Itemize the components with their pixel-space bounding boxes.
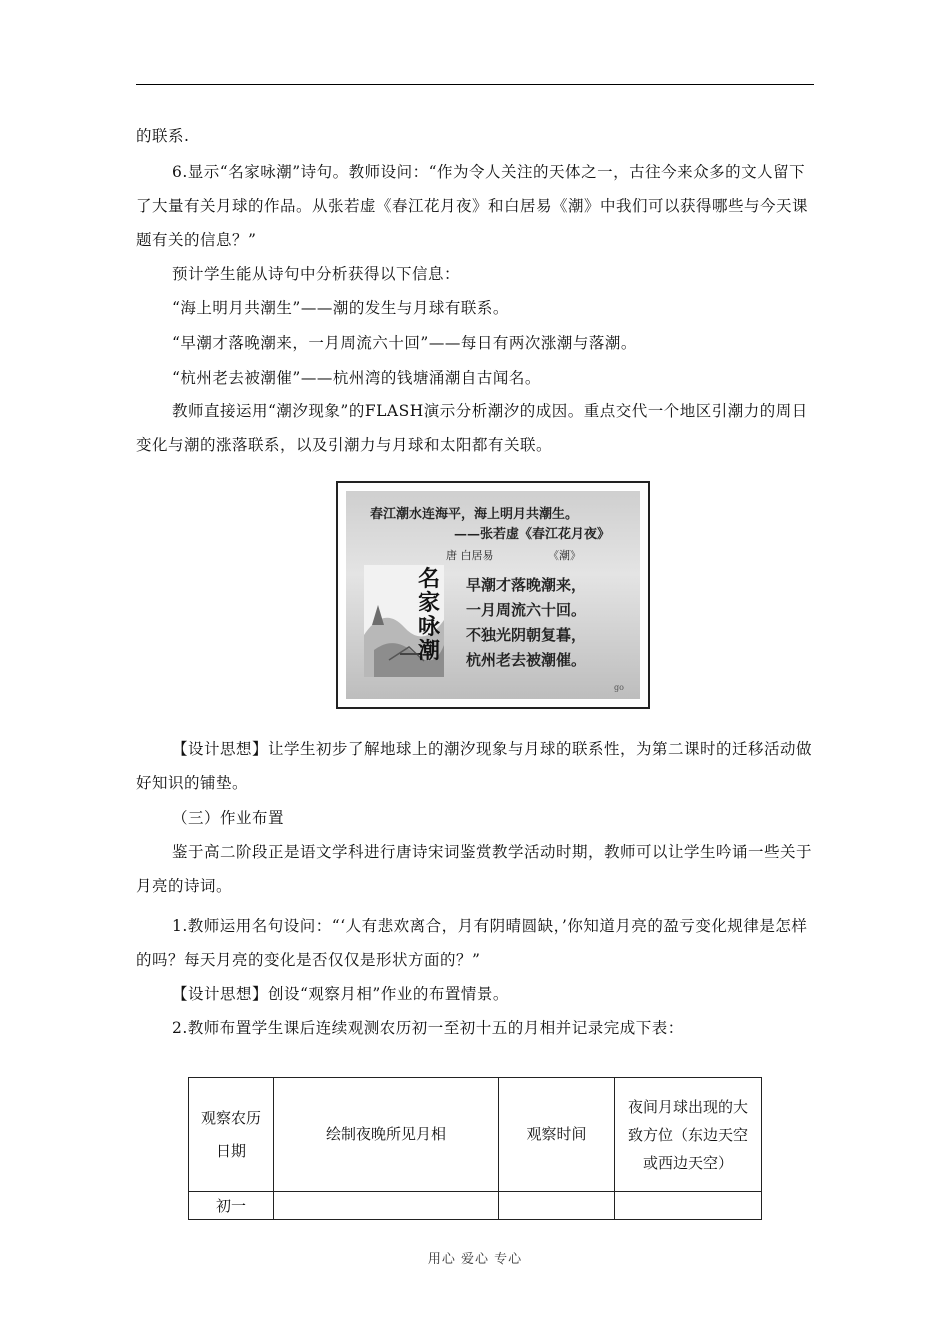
- section-homework: （三）作业布置: [172, 809, 285, 827]
- table-header-cell: 夜间月球出现的大致方位（东边天空或西边天空）: [615, 1078, 762, 1192]
- table-cell[interactable]: [499, 1192, 615, 1220]
- poem-line: 早潮才落晚潮来，: [466, 576, 587, 594]
- table-cell[interactable]: [274, 1192, 499, 1220]
- table-header-cell: 观察时间: [499, 1078, 615, 1192]
- paragraph-task-2: 2.教师布置学生课后连续观测农历初一至初十五的月相并记录完成下表：: [172, 1019, 684, 1037]
- slide-poem: [466, 573, 636, 673]
- moon-observation-table: [188, 1077, 762, 1220]
- poem-analysis-3: “杭州老去被潮催”——杭州湾的钱塘涌潮自古闻名。: [172, 369, 541, 387]
- slide-go-button[interactable]: go: [614, 683, 624, 692]
- poem-line: 不独光阴朝复暮，: [466, 626, 587, 644]
- design-thought-2: 【设计思想】创设“观察月相”作业的布置情景。: [172, 985, 509, 1003]
- table-cell: 初一: [189, 1192, 274, 1220]
- poem-image: [336, 481, 650, 709]
- paragraph-flash-demo: 教师直接运用“潮汐现象”的FLASH演示分析潮汐的成因。重点交代一个地区引潮力的周日变化与潮的涨落联系，以及引潮力与月球和太阳都有关联。: [136, 402, 808, 454]
- slide-author: 唐 白居易: [446, 549, 494, 562]
- table-header-cell: 观察农历日期: [189, 1078, 274, 1192]
- table-row: [189, 1192, 762, 1220]
- paragraph-expected-info: 预计学生能从诗句中分析获得以下信息：: [172, 265, 461, 283]
- slide-line-2: ——张若虚《春江花月夜》: [454, 527, 611, 542]
- page-footer: 用心 爱心 专心: [427, 1252, 523, 1267]
- slide-heading: 名家咏潮: [418, 566, 441, 664]
- paragraph-step-6: 6.显示“名家咏潮”诗句。教师设问：“作为令人关注的天体之一，古往今来众多的文人留下了大量有关月球的作品。从张若虚《春江花月夜》和白居易《潮》中我们可以获得哪些与今天课题有关的信息？”: [136, 163, 809, 249]
- table-header-cell: 绘制夜晚所见月相: [274, 1078, 499, 1192]
- slide-poem-title: 《潮》: [548, 549, 581, 562]
- table-cell[interactable]: [615, 1192, 762, 1220]
- design-thought-1: 【设计思想】让学生初步了解地球上的潮汐现象与月球的联系性，为第二课时的迁移活动做好知识的铺垫。: [136, 740, 813, 792]
- paragraph-continuation: 的联系.: [136, 127, 190, 145]
- poem-analysis-2: “早潮才落晚潮来，一月周流六十回”——每日有两次涨潮与落潮。: [172, 334, 637, 352]
- header-rule: [136, 84, 814, 85]
- poem-analysis-1: “海上明月共潮生”——潮的发生与月球有联系。: [172, 299, 509, 317]
- poem-line: 一月周流六十回。: [466, 601, 587, 619]
- slide-line-1: 春江潮水连海平，海上明月共潮生。: [370, 507, 579, 522]
- paragraph-question-1: 1.教师运用名句设问：“‘人有悲欢离合，月有阴晴圆缺，’你知道月亮的盈亏变化规律是怎样的吗？每天月亮的变化是否仅仅是形状方面的？”: [136, 917, 808, 969]
- poem-slide: [346, 491, 640, 699]
- poem-line: 杭州老去被潮催。: [466, 651, 587, 669]
- paragraph-homework-intro: 鉴于高二阶段正是语文学科进行唐诗宋词鉴赏教学活动时期，教师可以让学生吟诵一些关于月亮的诗词。: [136, 843, 813, 895]
- table-header-row: [189, 1078, 762, 1192]
